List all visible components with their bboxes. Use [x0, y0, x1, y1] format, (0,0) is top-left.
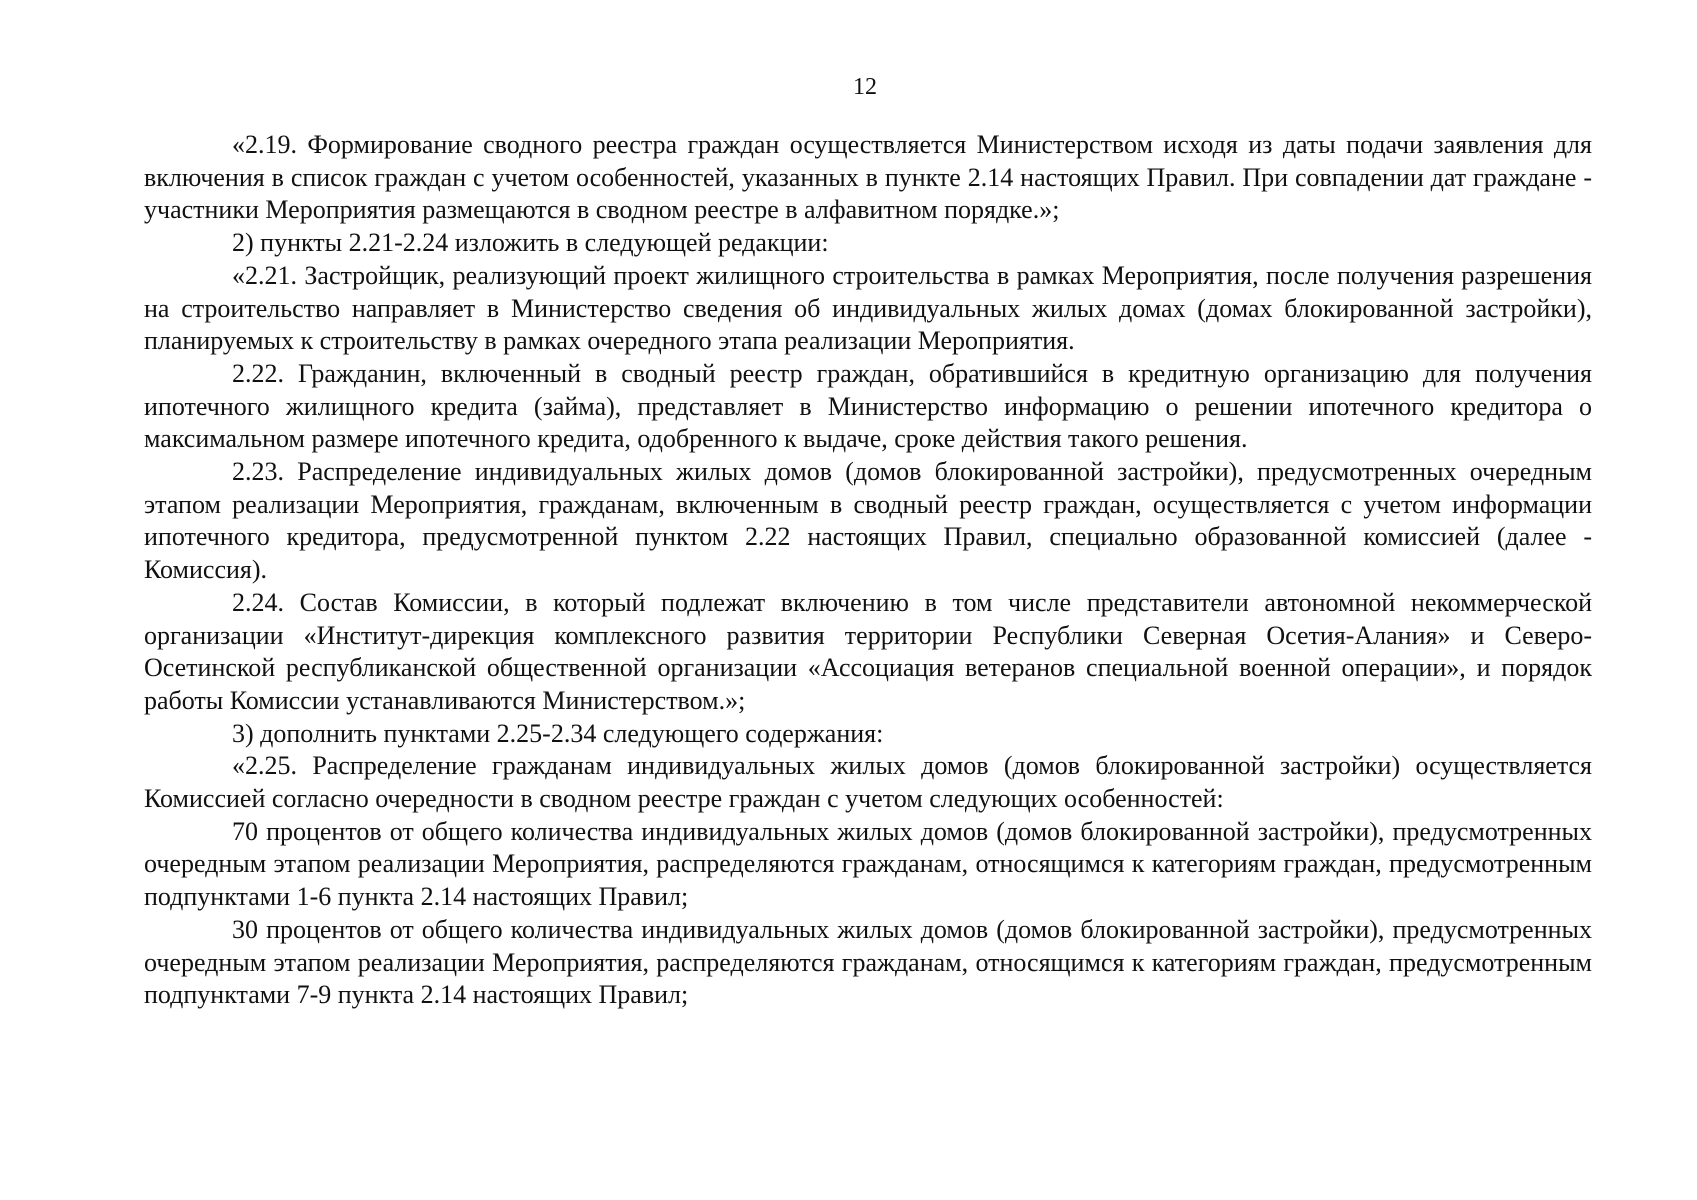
- paragraph-2-21: «2.21. Застройщик, реализующий проект жилищного строительства в рамках Мероприятия, после получения разрешения на строительство направляет в Министерство сведения об индивидуальных жилых домах (домах блокированной застройки), планируемых к строительству в рамках очередного этапа реализации Мероприятия.: [144, 260, 1592, 356]
- document-body: [144, 129, 1592, 1012]
- paragraph-70-percent: 70 процентов от общего количества индивидуальных жилых домов (домов блокированной застройки), предусмотренных очередным этапом реализации Мероприятия, распределяются гражданам, относящимся к категориям граждан, предусмотренным подпунктами 1-6 пункта 2.14 настоящих Правил;: [144, 816, 1592, 912]
- paragraph-item-2: 2) пункты 2.21-2.24 изложить в следующей редакции:: [232, 228, 829, 258]
- paragraph-item-3: 3) дополнить пунктами 2.25-2.34 следующего содержания:: [232, 718, 884, 748]
- paragraph-2-23: 2.23. Распределение индивидуальных жилых домов (домов блокированной застройки), предусмотренных очередным этапом реализации Мероприятия, гражданам, включенным в сводный реестр граждан, осуществляется с учетом информации ипотечного кредитора, предусмотренной пунктом 2.22 настоящих Правил, специально образованной комиссией (далее - Комиссия).: [144, 457, 1592, 585]
- paragraph-2-22: 2.22. Гражданин, включенный в сводный реестр граждан, обратившийся в кредитную организацию для получения ипотечного жилищного кредита (займа), представляет в Министерство информацию о решении ипотечного кредитора о максимальном размере ипотечного кредита, одобренного к выдаче, сроке действия такого решения.: [144, 358, 1592, 454]
- paragraph-2-25: «2.25. Распределение гражданам индивидуальных жилых домов (домов блокированной застройки) осуществляется Комиссией согласно очередности в сводном реестре граждан с учетом следующих особенностей:: [144, 751, 1592, 814]
- paragraph-30-percent: 30 процентов от общего количества индивидуальных жилых домов (домов блокированной застройки), предусмотренных очередным этапом реализации Мероприятия, распределяются гражданам, относящимся к категориям граждан, предусмотренным подпунктами 7-9 пункта 2.14 настоящих Правил;: [144, 914, 1592, 1010]
- paragraph-2-24: 2.24. Состав Комиссии, в который подлежат включению в том числе представители автономной некоммерческой организации «Институт-дирекция комплексного развития территории Республики Северная Осетия-Алания» и Северо-Осетинской республиканской общественной организации «Ассоциация ветеранов специальной военной операции», и порядок работы Комиссии устанавливаются Министерством.»;: [144, 587, 1592, 715]
- paragraph-2-19: «2.19. Формирование сводного реестра граждан осуществляется Министерством исходя из даты подачи заявления для включения в список граждан с учетом особенностей, указанных в пункте 2.14 настоящих Правил. При совпадении дат граждане - участники Мероприятия размещаются в сводном реестре в алфавитном порядке.»;: [144, 130, 1592, 225]
- page-number: 12: [853, 74, 877, 100]
